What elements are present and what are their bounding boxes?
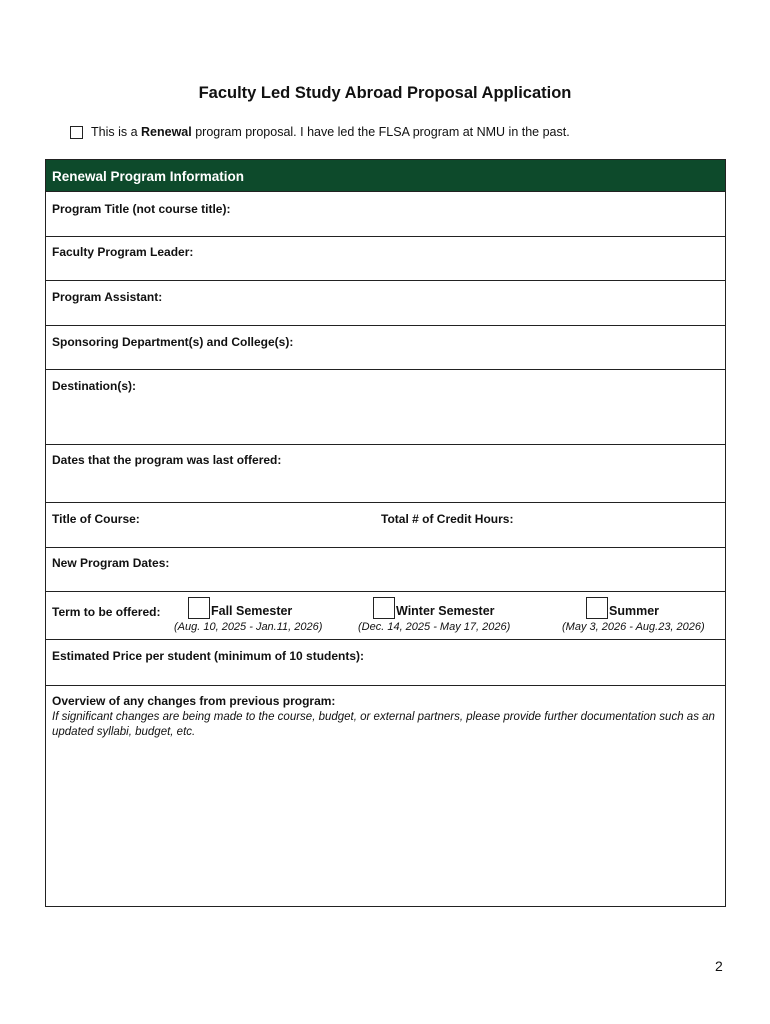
faculty-leader-label: Faculty Program Leader: <box>52 245 194 259</box>
program-title-row[interactable] <box>46 191 725 236</box>
renewal-suffix: program proposal. I have led the FLSA program at NMU in the past. <box>191 125 570 139</box>
page-number: 2 <box>715 958 723 974</box>
summer-checkbox[interactable] <box>586 597 608 619</box>
term-option-winter[interactable] <box>373 597 495 619</box>
summer-dates: (May 3, 2026 - Aug.23, 2026) <box>562 621 705 633</box>
fall-checkbox[interactable] <box>188 597 210 619</box>
sponsoring-dept-row[interactable] <box>46 325 725 369</box>
credit-hours-label: Total # of Credit Hours: <box>381 512 514 526</box>
last-offered-row[interactable] <box>46 444 725 502</box>
course-title-label: Title of Course: <box>52 512 140 526</box>
faculty-leader-row[interactable] <box>46 236 725 280</box>
price-row[interactable] <box>46 639 725 685</box>
new-dates-label: New Program Dates: <box>52 556 170 570</box>
term-label: Term to be offered: <box>52 605 161 619</box>
document-title: Faculty Led Study Abroad Proposal Application <box>198 84 572 102</box>
term-option-fall[interactable] <box>188 597 292 619</box>
fall-label: Fall Semester <box>211 604 293 618</box>
overview-row[interactable] <box>46 685 725 906</box>
term-row <box>46 591 725 639</box>
renewal-statement <box>70 125 570 139</box>
destinations-label: Destination(s): <box>52 379 136 393</box>
renewal-program-form <box>45 159 726 907</box>
program-assistant-label: Program Assistant: <box>52 290 163 304</box>
summer-label: Summer <box>609 604 660 618</box>
program-assistant-row[interactable] <box>46 280 725 325</box>
winter-label: Winter Semester <box>396 604 495 618</box>
last-offered-label: Dates that the program was last offered: <box>52 453 282 467</box>
price-label: Estimated Price per student (minimum of 10 students): <box>52 649 365 663</box>
sponsoring-dept-label: Sponsoring Department(s) and College(s): <box>52 335 294 349</box>
renewal-checkbox[interactable] <box>70 126 83 139</box>
winter-checkbox[interactable] <box>373 597 395 619</box>
program-title-label: Program Title (not course title): <box>52 202 231 216</box>
form-header: Renewal Program Information <box>46 160 725 191</box>
renewal-prefix: This is a <box>91 125 142 139</box>
course-title-row[interactable] <box>46 502 725 547</box>
term-option-summer[interactable] <box>586 597 659 619</box>
overview-note: If significant changes are being made to the course, budget, or external partners, please provide further documentation such as an updated syllabi, budget, etc. <box>52 711 715 738</box>
winter-dates: (Dec. 14, 2025 - May 17, 2026) <box>358 621 511 633</box>
new-dates-row[interactable] <box>46 547 725 591</box>
destinations-row[interactable] <box>46 369 725 444</box>
overview-label: Overview of any changes from previous program: <box>52 694 336 708</box>
renewal-bold-word: Renewal <box>141 125 192 139</box>
fall-dates: (Aug. 10, 2025 - Jan.11, 2026) <box>174 621 323 633</box>
